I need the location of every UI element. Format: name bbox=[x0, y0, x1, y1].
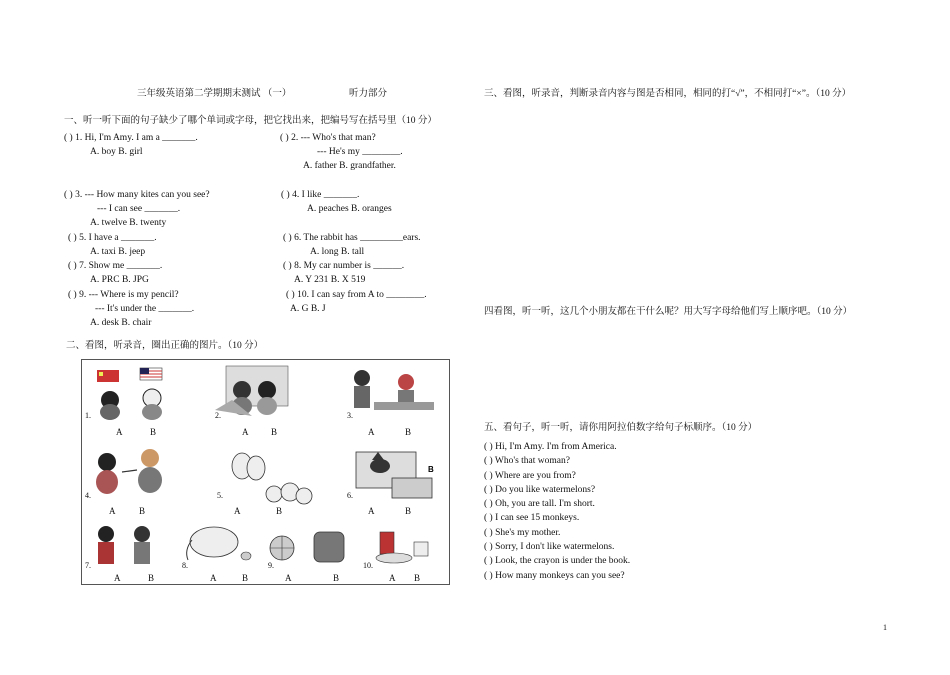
picture-number: 4. bbox=[85, 491, 91, 500]
option-b[interactable]: B bbox=[148, 573, 155, 583]
option-b[interactable]: B bbox=[276, 506, 283, 516]
question-4: ( ) 4. I like _______. bbox=[281, 190, 360, 200]
option-b[interactable]: B bbox=[139, 506, 146, 516]
picture-number: 7. bbox=[85, 561, 91, 570]
b-marker-label: B bbox=[428, 465, 434, 474]
picture-number: 3. bbox=[347, 411, 353, 420]
sentence-item: ( ) Do you like watermelons? bbox=[484, 485, 596, 495]
option-a[interactable]: A bbox=[368, 506, 375, 516]
sentence-item: ( ) She's my mother. bbox=[484, 528, 561, 538]
option-a[interactable]: A bbox=[368, 427, 375, 437]
option-a[interactable]: A bbox=[116, 427, 123, 437]
cat-box-illustration bbox=[344, 442, 449, 510]
question-9-line2: --- It's under the _______. bbox=[95, 304, 195, 314]
picture-grid bbox=[81, 359, 450, 585]
question-1: ( ) 1. Hi, I'm Amy. I am a _______. bbox=[64, 133, 198, 143]
question-3-line2: --- I can see _______. bbox=[97, 204, 181, 214]
option-b[interactable]: B bbox=[242, 573, 249, 583]
section1-heading: 一、听一听下面的句子缺少了哪个单词或字母，把它找出来，把编号写在括号里（10 分） bbox=[64, 116, 437, 126]
option-a[interactable]: A bbox=[285, 573, 292, 583]
picture-7[interactable] bbox=[82, 520, 182, 570]
picture-1[interactable] bbox=[82, 360, 202, 432]
picture-number: 9. bbox=[268, 561, 274, 570]
fruit-illustration bbox=[212, 442, 322, 510]
page-number: 1 bbox=[883, 623, 887, 632]
page-subtitle: 听力部分 bbox=[349, 89, 388, 99]
section3-heading: 三、看图，听录音，判断录音内容与图是否相同，相同的打“√”，不相同打“×”。（10 分） bbox=[484, 89, 852, 99]
picture-number: 6. bbox=[347, 491, 353, 500]
sentence-item: ( ) Look, the crayon is under the book. bbox=[484, 556, 631, 566]
option-b[interactable]: B bbox=[271, 427, 278, 437]
question-8: ( ) 8. My car number is ______. bbox=[283, 261, 405, 271]
question-3: ( ) 3. --- How many kites can you see? bbox=[64, 190, 210, 200]
picture-9[interactable] bbox=[262, 520, 357, 570]
question-7: ( ) 7. Show me _______. bbox=[68, 261, 163, 271]
question-2: ( ) 2. --- Who's that man? bbox=[280, 133, 376, 143]
section4-heading: 四看图，听一听，这几个小朋友都在干什么呢？用大写字母给他们写上顺序吧。（10 分） bbox=[484, 307, 853, 317]
picture-8[interactable] bbox=[182, 520, 257, 570]
question-2-line2: --- He's my ________. bbox=[317, 147, 403, 157]
picture-6[interactable] bbox=[344, 442, 449, 510]
question-2-options: A. father B. grandfather. bbox=[303, 161, 396, 171]
question-6: ( ) 6. The rabbit has _________ears. bbox=[283, 233, 421, 243]
picture-number: 8. bbox=[182, 561, 188, 570]
option-b[interactable]: B bbox=[414, 573, 421, 583]
question-6-options: A. long B. tall bbox=[310, 247, 365, 257]
sentence-item: ( ) How many monkeys can you see? bbox=[484, 571, 625, 581]
question-4-options: A. peaches B. oranges bbox=[307, 204, 392, 214]
option-a[interactable]: A bbox=[242, 427, 249, 437]
picture-4[interactable] bbox=[82, 442, 202, 510]
question-7-options: A. PRC B. JPG bbox=[90, 275, 149, 285]
question-10-options: A. G B. J bbox=[290, 304, 326, 314]
sentence-item: ( ) Where are you from? bbox=[484, 471, 576, 481]
picture-10[interactable] bbox=[364, 520, 449, 570]
picture-2[interactable] bbox=[212, 360, 322, 432]
kids-and-toys-illustration bbox=[344, 360, 449, 432]
question-3-options: A. twelve B. twenty bbox=[90, 218, 167, 228]
sentence-item: ( ) Oh, you are tall. I'm short. bbox=[484, 499, 595, 509]
picture-number: 1. bbox=[85, 411, 91, 420]
picture-number: 10. bbox=[363, 561, 373, 570]
question-9: ( ) 9. --- Where is my pencil? bbox=[68, 290, 179, 300]
sentence-item: ( ) Who's that woman? bbox=[484, 456, 570, 466]
option-a[interactable]: A bbox=[114, 573, 121, 583]
option-b[interactable]: B bbox=[333, 573, 340, 583]
picture-number: 2. bbox=[215, 411, 221, 420]
option-b[interactable]: B bbox=[405, 506, 412, 516]
option-a[interactable]: A bbox=[234, 506, 241, 516]
question-8-options: A. Y 231 B. X 519 bbox=[294, 275, 366, 285]
option-a[interactable]: A bbox=[109, 506, 116, 516]
sentence-item: ( ) Sorry, I don't like watermelons. bbox=[484, 542, 615, 552]
option-a[interactable]: A bbox=[210, 573, 217, 583]
girl-boy-illustration bbox=[82, 442, 202, 510]
question-10: ( ) 10. I can say from A to ________. bbox=[286, 290, 427, 300]
sentence-item: ( ) Hi, I'm Amy. I'm from America. bbox=[484, 442, 617, 452]
question-9-options: A. desk B. chair bbox=[90, 318, 152, 328]
section2-heading: 二、看图，听录音，圈出正确的图片。（10 分） bbox=[66, 341, 264, 351]
option-a[interactable]: A bbox=[389, 573, 396, 583]
picture-5[interactable] bbox=[212, 442, 322, 510]
question-5: ( ) 5. I have a _______. bbox=[68, 233, 157, 243]
picture-3[interactable] bbox=[344, 360, 449, 432]
page-title: 三年级英语第二学期期末测试 （一） bbox=[137, 89, 292, 99]
option-b[interactable]: B bbox=[405, 427, 412, 437]
classroom-children-illustration bbox=[212, 360, 322, 432]
question-1-options: A. boy B. girl bbox=[90, 147, 143, 157]
question-5-options: A. taxi B. jeep bbox=[90, 247, 146, 257]
two-children-illustration bbox=[82, 520, 182, 570]
section5-heading: 五、看句子，听一听，请你用阿拉伯数字给句子标顺序。（10 分） bbox=[484, 423, 758, 433]
option-b[interactable]: B bbox=[150, 427, 157, 437]
sentence-item: ( ) I can see 15 monkeys. bbox=[484, 513, 580, 523]
ball-bag-illustration bbox=[262, 520, 357, 570]
flags-children-illustration bbox=[82, 360, 202, 432]
picture-number: 5. bbox=[217, 491, 223, 500]
drinks-illustration bbox=[364, 520, 449, 570]
elephant-mouse-illustration bbox=[182, 520, 257, 570]
